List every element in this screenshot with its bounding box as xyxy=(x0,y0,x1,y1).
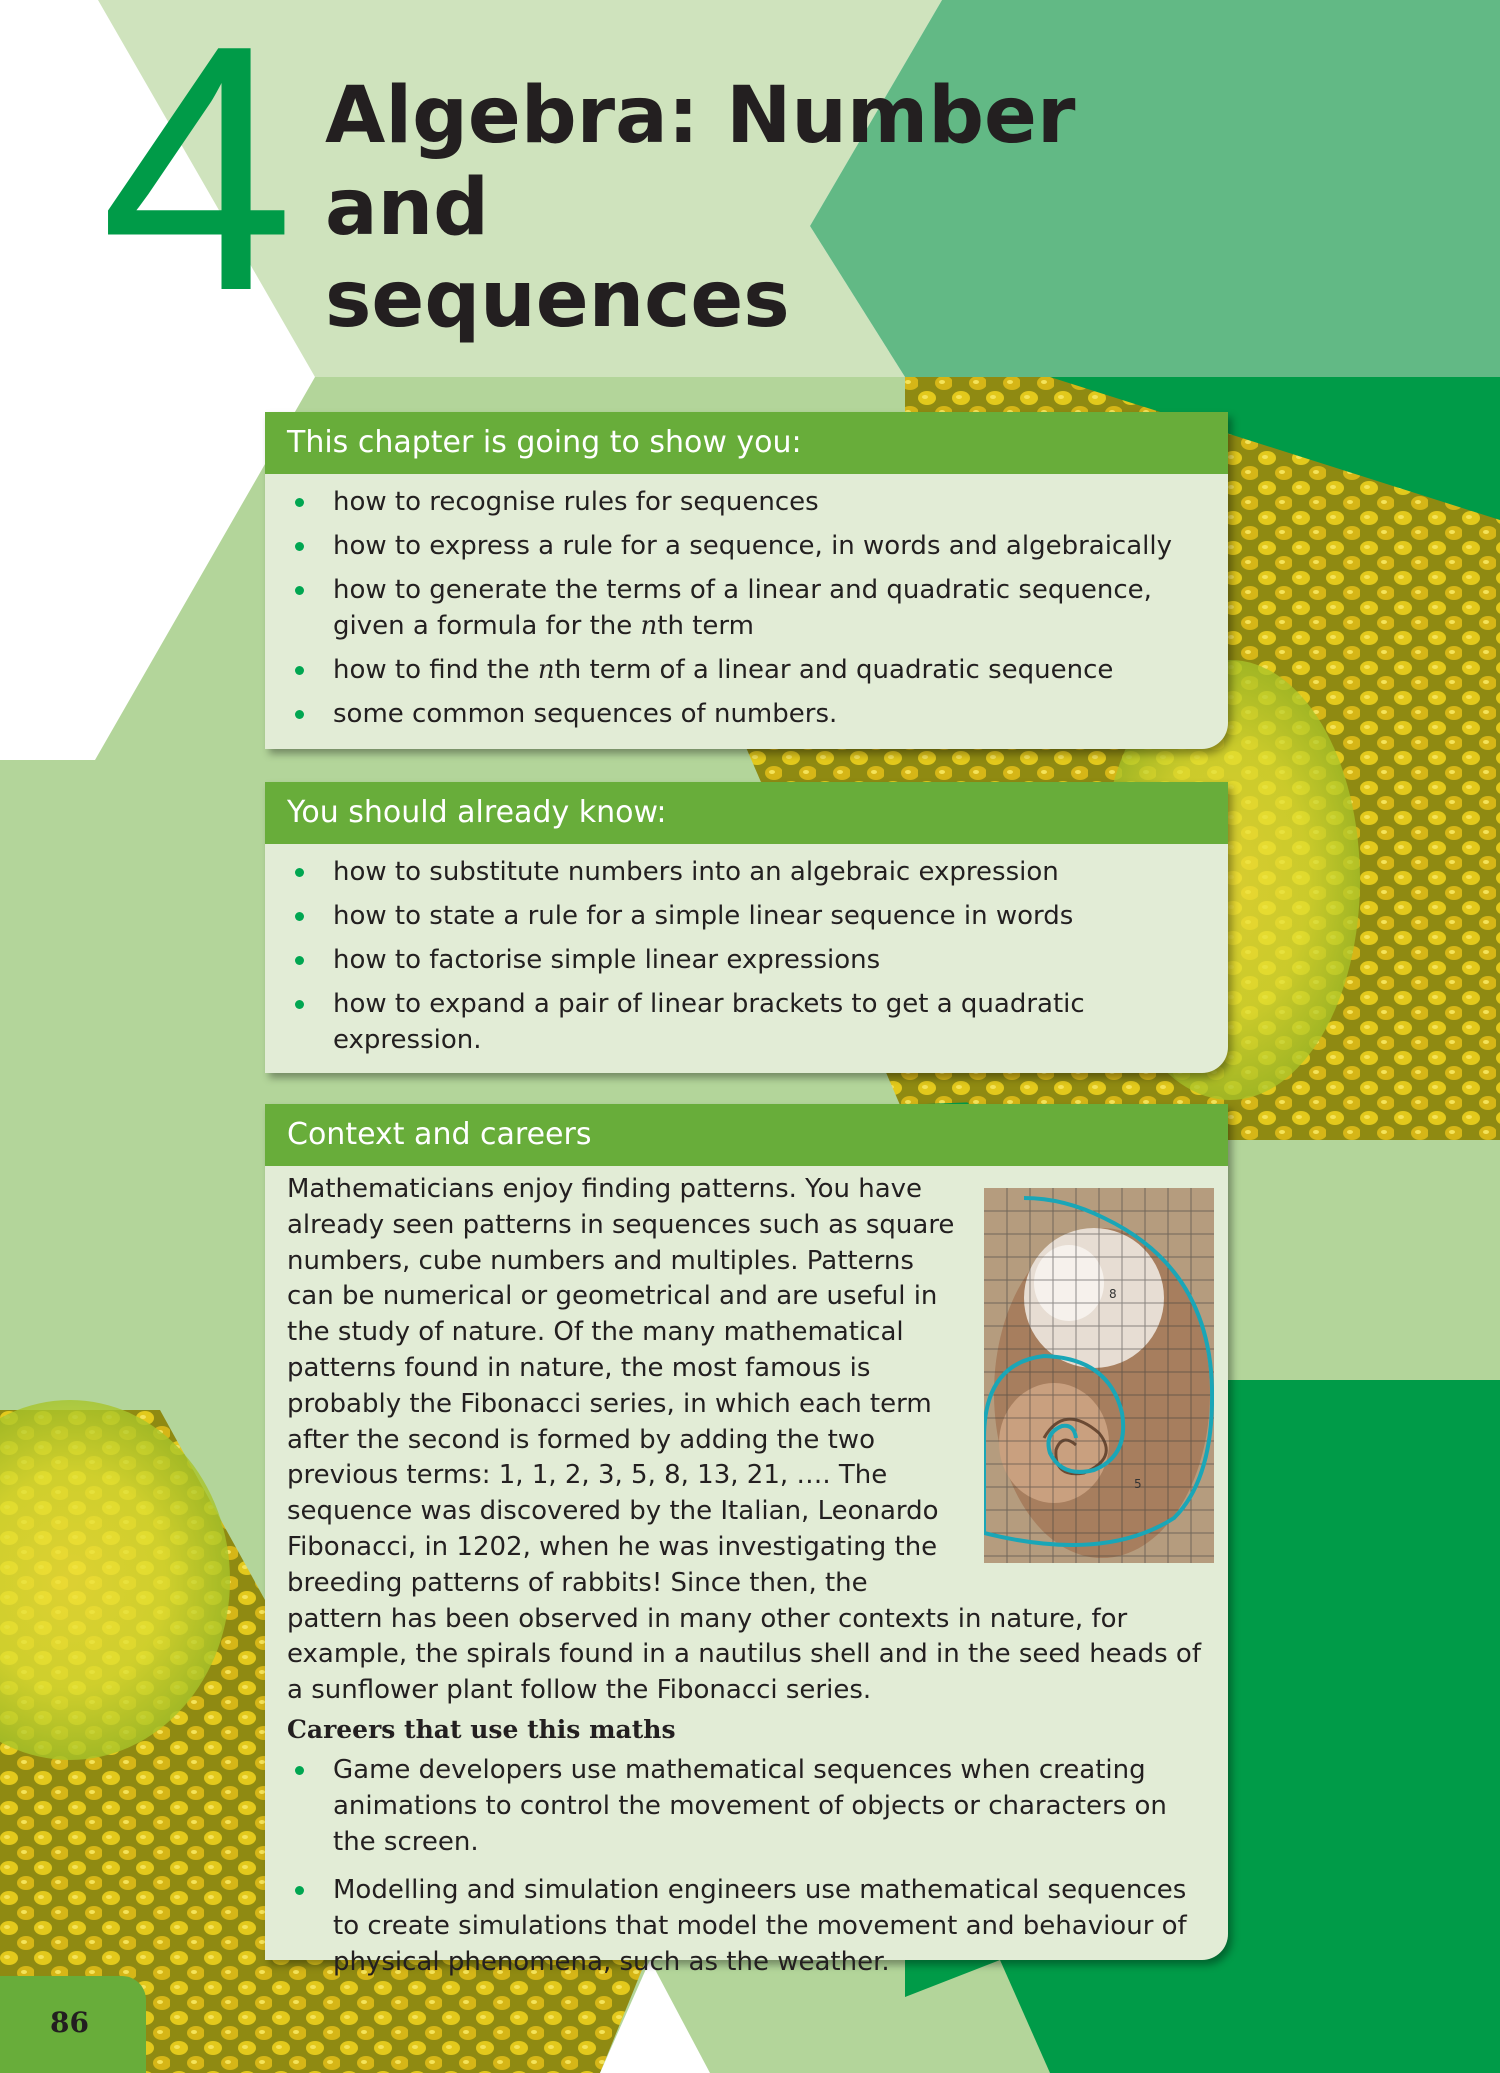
prior-knowledge-item: how to substitute numbers into an algebraic expression xyxy=(287,854,1208,890)
context-careers-box xyxy=(265,1104,1228,1977)
prior-knowledge-heading: You should already know: xyxy=(265,782,1228,844)
goal-item: some common sequences of numbers. xyxy=(287,696,1208,732)
chapter-title xyxy=(325,70,1225,346)
career-item: Modelling and simulation engineers use mathematical sequences to create simulations that model the movement and behaviour of physical phenomena, such as the weather. xyxy=(287,1872,1208,1980)
prior-knowledge-box xyxy=(265,782,1228,1073)
shell-label-5: 5 xyxy=(1134,1477,1142,1491)
chapter-number: 4 xyxy=(100,0,295,364)
prior-knowledge-list xyxy=(265,844,1228,1072)
chapter-title-line2: sequences xyxy=(325,255,790,345)
chapter-goals-heading: This chapter is going to show you: xyxy=(265,412,1228,474)
context-body xyxy=(265,1166,1228,1709)
goal-item: how to generate the terms of a linear and quadratic sequence, given a formula for the nth term xyxy=(287,572,1208,644)
nautilus-shell-image xyxy=(984,1188,1214,1563)
chapter-goals-list xyxy=(265,474,1228,746)
careers-heading: Careers that use this maths xyxy=(287,1714,676,1744)
page-number: 86 xyxy=(50,2006,89,2039)
context-paragraph: Mathematicians enjoy finding patterns. You have already seen patterns in sequences such as square numbers, cube numbers and multiples. Patterns can be numerical or geometrical and are useful in the study of nature. Of the many mathematical patterns found in nature, the most famous is probably the Fibonacci series, in which each term after the second is formed by adding the two previous terms: 1, 1, 2, 3, 5, 8, 13, 21, …. The sequence was discovered by the Italian, Leonardo Fibonacci, in 1202, when he was investigating the breeding patterns of rabbits! Since then, the pattern has been observed in many other contexts in nature, for example, the spirals found in a nautilus shell and in the seed heads of a sunflower plant follow the Fibonacci series. xyxy=(287,1174,1201,1706)
goal-item: how to find the nth term of a linear and quadratic sequence xyxy=(287,652,1208,688)
career-item: Game developers use mathematical sequences when creating animations to control the movement of objects or characters on the screen. xyxy=(287,1752,1208,1860)
chapter-title-line1: Algebra: Number and xyxy=(325,71,1076,253)
prior-knowledge-item: how to expand a pair of linear brackets to get a quadratic expression. xyxy=(287,986,1208,1058)
goal-item: how to express a rule for a sequence, in words and algebraically xyxy=(287,528,1208,564)
shell-label-8: 8 xyxy=(1109,1287,1117,1301)
prior-knowledge-item: how to factorise simple linear expressions xyxy=(287,942,1208,978)
chapter-goals-box xyxy=(265,412,1228,749)
italic-n: n xyxy=(640,611,658,641)
italic-n: n xyxy=(537,655,555,685)
careers-list xyxy=(265,1744,1228,1998)
context-careers-heading: Context and careers xyxy=(265,1104,1228,1166)
goal-item: how to recognise rules for sequences xyxy=(287,484,1208,520)
page-number-tab xyxy=(0,1976,146,2073)
prior-knowledge-item: how to state a rule for a simple linear sequence in words xyxy=(287,898,1208,934)
